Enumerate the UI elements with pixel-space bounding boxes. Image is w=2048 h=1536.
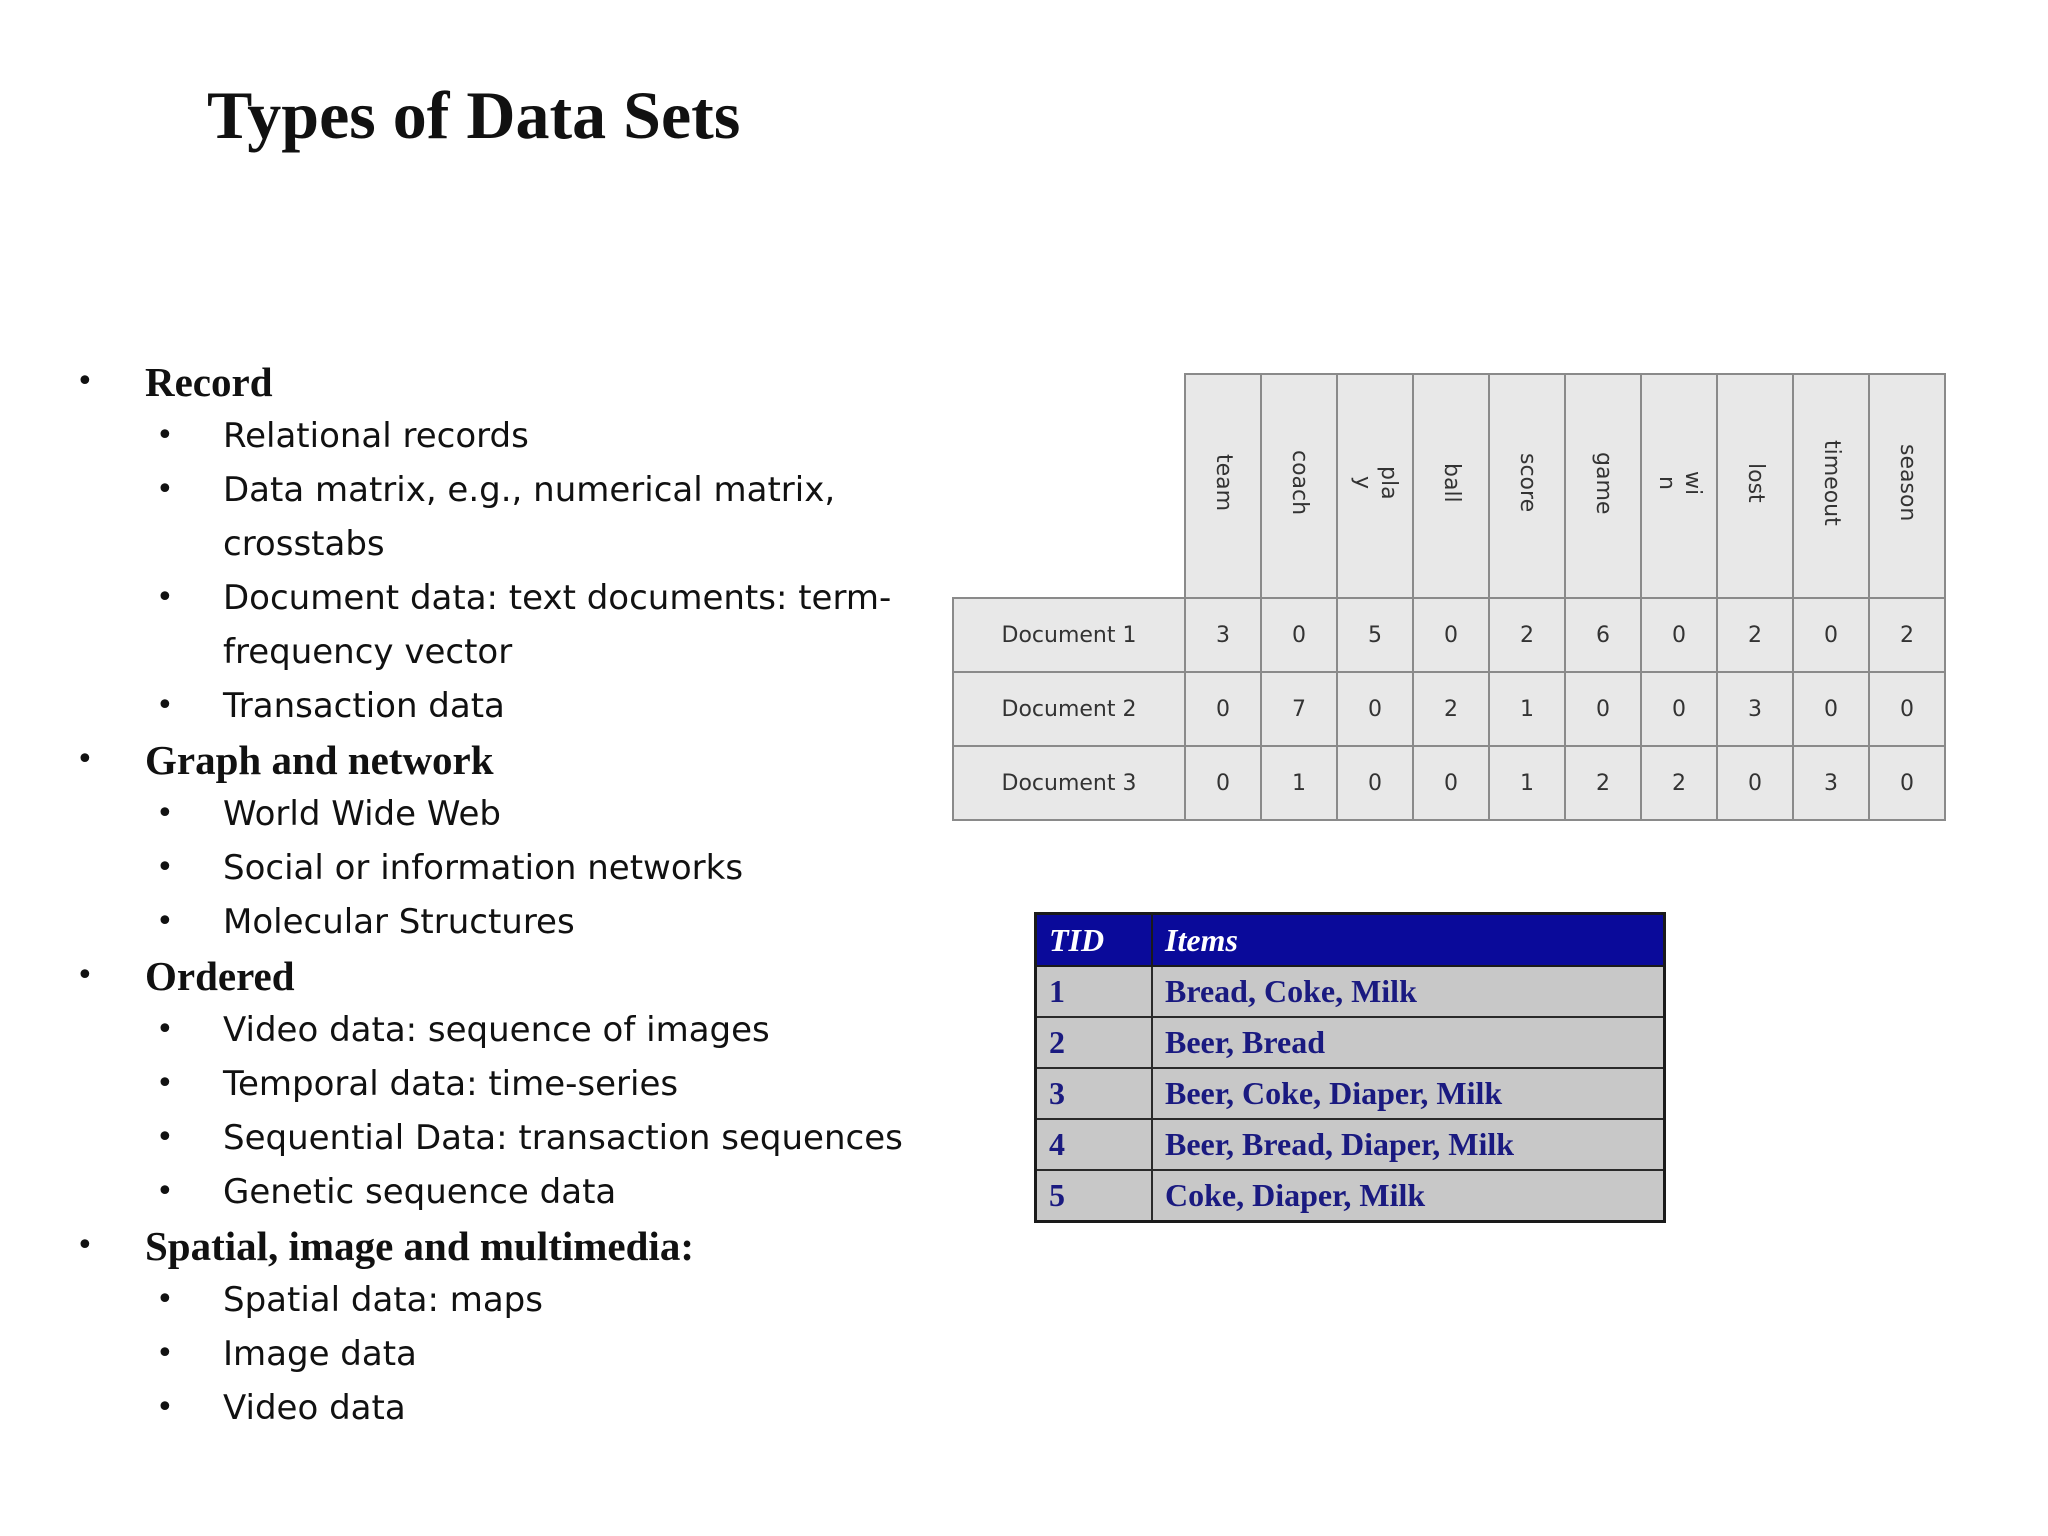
term-header: [1641, 374, 1717, 598]
items-cell: Beer, Bread: [1152, 1017, 1665, 1068]
items-cell: Beer, Coke, Diaper, Milk: [1152, 1068, 1665, 1119]
term-count-cell: 7: [1261, 672, 1337, 746]
table-row: [953, 672, 1945, 746]
bullet-dot: •: [156, 472, 174, 507]
bullet-dot: •: [156, 1066, 174, 1101]
bullet-dot: •: [156, 1282, 174, 1317]
bullet-list: [0, 355, 940, 1435]
table-row: [1036, 1119, 1665, 1170]
bullet-dot: •: [156, 1390, 174, 1425]
term-count-cell: 0: [1413, 598, 1489, 672]
term-header: [1793, 374, 1869, 598]
term-count-cell: 0: [1185, 672, 1261, 746]
sub-bullet-item: [0, 571, 940, 625]
term-header: [1413, 374, 1489, 598]
bullet-text: Video data: [223, 1388, 406, 1428]
items-header: Items: [1152, 914, 1665, 967]
slide-title: Types of Data Sets: [207, 77, 741, 153]
transaction-header-row: [1036, 914, 1665, 967]
bullet-text: Relational records: [223, 416, 529, 456]
bullet-text: Ordered: [145, 953, 295, 999]
table-row: [1036, 1068, 1665, 1119]
sub-bullet-item: [0, 1057, 940, 1111]
term-count-cell: 1: [1489, 672, 1565, 746]
term-count-cell: 0: [1641, 672, 1717, 746]
term-header: [1261, 374, 1337, 598]
table-corner: [953, 374, 1185, 598]
term-count-cell: 2: [1717, 598, 1793, 672]
bullet-text: Record: [145, 359, 273, 405]
transaction-table: [1034, 912, 1666, 1223]
term-count-cell: 0: [1793, 672, 1869, 746]
sub-bullet-item: [0, 409, 940, 463]
bullet-dot: •: [156, 1012, 174, 1047]
term-count-cell: 5: [1337, 598, 1413, 672]
sub-bullet-item: [0, 1003, 940, 1057]
tid-cell: 4: [1036, 1119, 1153, 1170]
sub-bullet-item: [0, 679, 940, 733]
term-header: [1717, 374, 1793, 598]
bullet-text: Data matrix, e.g., numerical matrix,: [223, 470, 836, 510]
term-label: score: [1515, 453, 1540, 513]
sub-bullet-item: [0, 1111, 940, 1165]
bullet-text: Genetic sequence data: [223, 1172, 617, 1212]
term-count-cell: 1: [1489, 746, 1565, 820]
bullet-text: Social or information networks: [223, 848, 744, 888]
bullet-dot: •: [76, 364, 94, 399]
bullet-item: [0, 949, 940, 1003]
term-count-cell: 3: [1793, 746, 1869, 820]
sub-bullet-item: [0, 517, 940, 571]
sub-bullet-item: [0, 1381, 940, 1435]
document-label: Document 1: [953, 598, 1185, 672]
term-count-cell: 0: [1793, 598, 1869, 672]
bullet-dot: •: [76, 742, 94, 777]
term-header: [1565, 374, 1641, 598]
bullet-text: Sequential Data: transaction sequences: [223, 1118, 903, 1158]
bullet-text: Spatial, image and multimedia:: [145, 1223, 694, 1269]
bullet-text: Spatial data: maps: [223, 1280, 543, 1320]
items-cell: Beer, Bread, Diaper, Milk: [1152, 1119, 1665, 1170]
term-label: pla y: [1350, 466, 1401, 500]
tid-cell: 5: [1036, 1170, 1153, 1222]
term-count-cell: 6: [1565, 598, 1641, 672]
term-frequency-table: [952, 373, 1946, 821]
bullet-text: Image data: [223, 1334, 417, 1374]
bullet-dot: •: [156, 418, 174, 453]
bullet-dot: •: [156, 580, 174, 615]
term-count-cell: 0: [1869, 746, 1945, 820]
term-count-cell: 0: [1413, 746, 1489, 820]
term-count-cell: 0: [1565, 672, 1641, 746]
sub-bullet-item: [0, 787, 940, 841]
term-count-cell: 2: [1641, 746, 1717, 820]
items-cell: Bread, Coke, Milk: [1152, 966, 1665, 1017]
term-count-cell: 0: [1337, 746, 1413, 820]
term-label: season: [1895, 444, 1920, 522]
term-header: [1337, 374, 1413, 598]
table-row: [953, 598, 1945, 672]
bullet-dot: •: [76, 958, 94, 993]
sub-bullet-item: [0, 895, 940, 949]
table-row: [1036, 1170, 1665, 1222]
document-label: Document 3: [953, 746, 1185, 820]
sub-bullet-item: [0, 1165, 940, 1219]
term-count-cell: 0: [1641, 598, 1717, 672]
bullet-dot: •: [156, 1120, 174, 1155]
term-label: wi n: [1654, 470, 1705, 496]
tid-cell: 3: [1036, 1068, 1153, 1119]
bullet-text: Document data: text documents: term-: [223, 578, 892, 618]
term-count-cell: 3: [1185, 598, 1261, 672]
term-count-cell: 2: [1413, 672, 1489, 746]
term-label: lost: [1743, 463, 1768, 503]
bullet-text: Video data: sequence of images: [223, 1010, 770, 1050]
sub-bullet-item: [0, 463, 940, 517]
term-count-cell: 0: [1869, 672, 1945, 746]
bullet-text: Temporal data: time-series: [223, 1064, 679, 1104]
sub-bullet-item: [0, 1273, 940, 1327]
term-header: [1489, 374, 1565, 598]
term-label: ball: [1439, 463, 1464, 503]
term-label: game: [1591, 451, 1616, 515]
table-row: [953, 746, 1945, 820]
sub-bullet-item: [0, 625, 940, 679]
term-label: team: [1211, 454, 1236, 512]
term-label: coach: [1287, 450, 1312, 516]
table-row: [1036, 966, 1665, 1017]
term-label: timeout: [1819, 440, 1844, 526]
tid-cell: 1: [1036, 966, 1153, 1017]
term-count-cell: 2: [1489, 598, 1565, 672]
term-count-cell: 0: [1717, 746, 1793, 820]
bullet-dot: •: [156, 904, 174, 939]
bullet-dot: •: [156, 1336, 174, 1371]
bullet-item: [0, 355, 940, 409]
sub-bullet-item: [0, 841, 940, 895]
bullet-dot: •: [156, 796, 174, 831]
bullet-text: World Wide Web: [223, 794, 501, 834]
bullet-item: [0, 1219, 940, 1273]
term-count-cell: 1: [1261, 746, 1337, 820]
term-count-cell: 3: [1717, 672, 1793, 746]
term-header: [1869, 374, 1945, 598]
sub-bullet-item: [0, 1327, 940, 1381]
term-count-cell: 0: [1337, 672, 1413, 746]
bullet-text: frequency vector: [223, 632, 513, 672]
term-header: [1185, 374, 1261, 598]
bullet-text: crosstabs: [223, 524, 385, 564]
term-header-row: [953, 374, 1945, 598]
bullet-text: Graph and network: [145, 737, 494, 783]
bullet-dot: •: [156, 688, 174, 723]
tid-cell: 2: [1036, 1017, 1153, 1068]
bullet-dot: •: [156, 850, 174, 885]
bullet-dot: •: [156, 1174, 174, 1209]
bullet-dot: •: [76, 1228, 94, 1263]
term-count-cell: 0: [1261, 598, 1337, 672]
tid-header: TID: [1036, 914, 1153, 967]
document-label: Document 2: [953, 672, 1185, 746]
bullet-item: [0, 733, 940, 787]
term-count-cell: 2: [1565, 746, 1641, 820]
bullet-text: Molecular Structures: [223, 902, 575, 942]
bullet-text: Transaction data: [223, 686, 505, 726]
table-row: [1036, 1017, 1665, 1068]
items-cell: Coke, Diaper, Milk: [1152, 1170, 1665, 1222]
term-count-cell: 0: [1185, 746, 1261, 820]
term-count-cell: 2: [1869, 598, 1945, 672]
